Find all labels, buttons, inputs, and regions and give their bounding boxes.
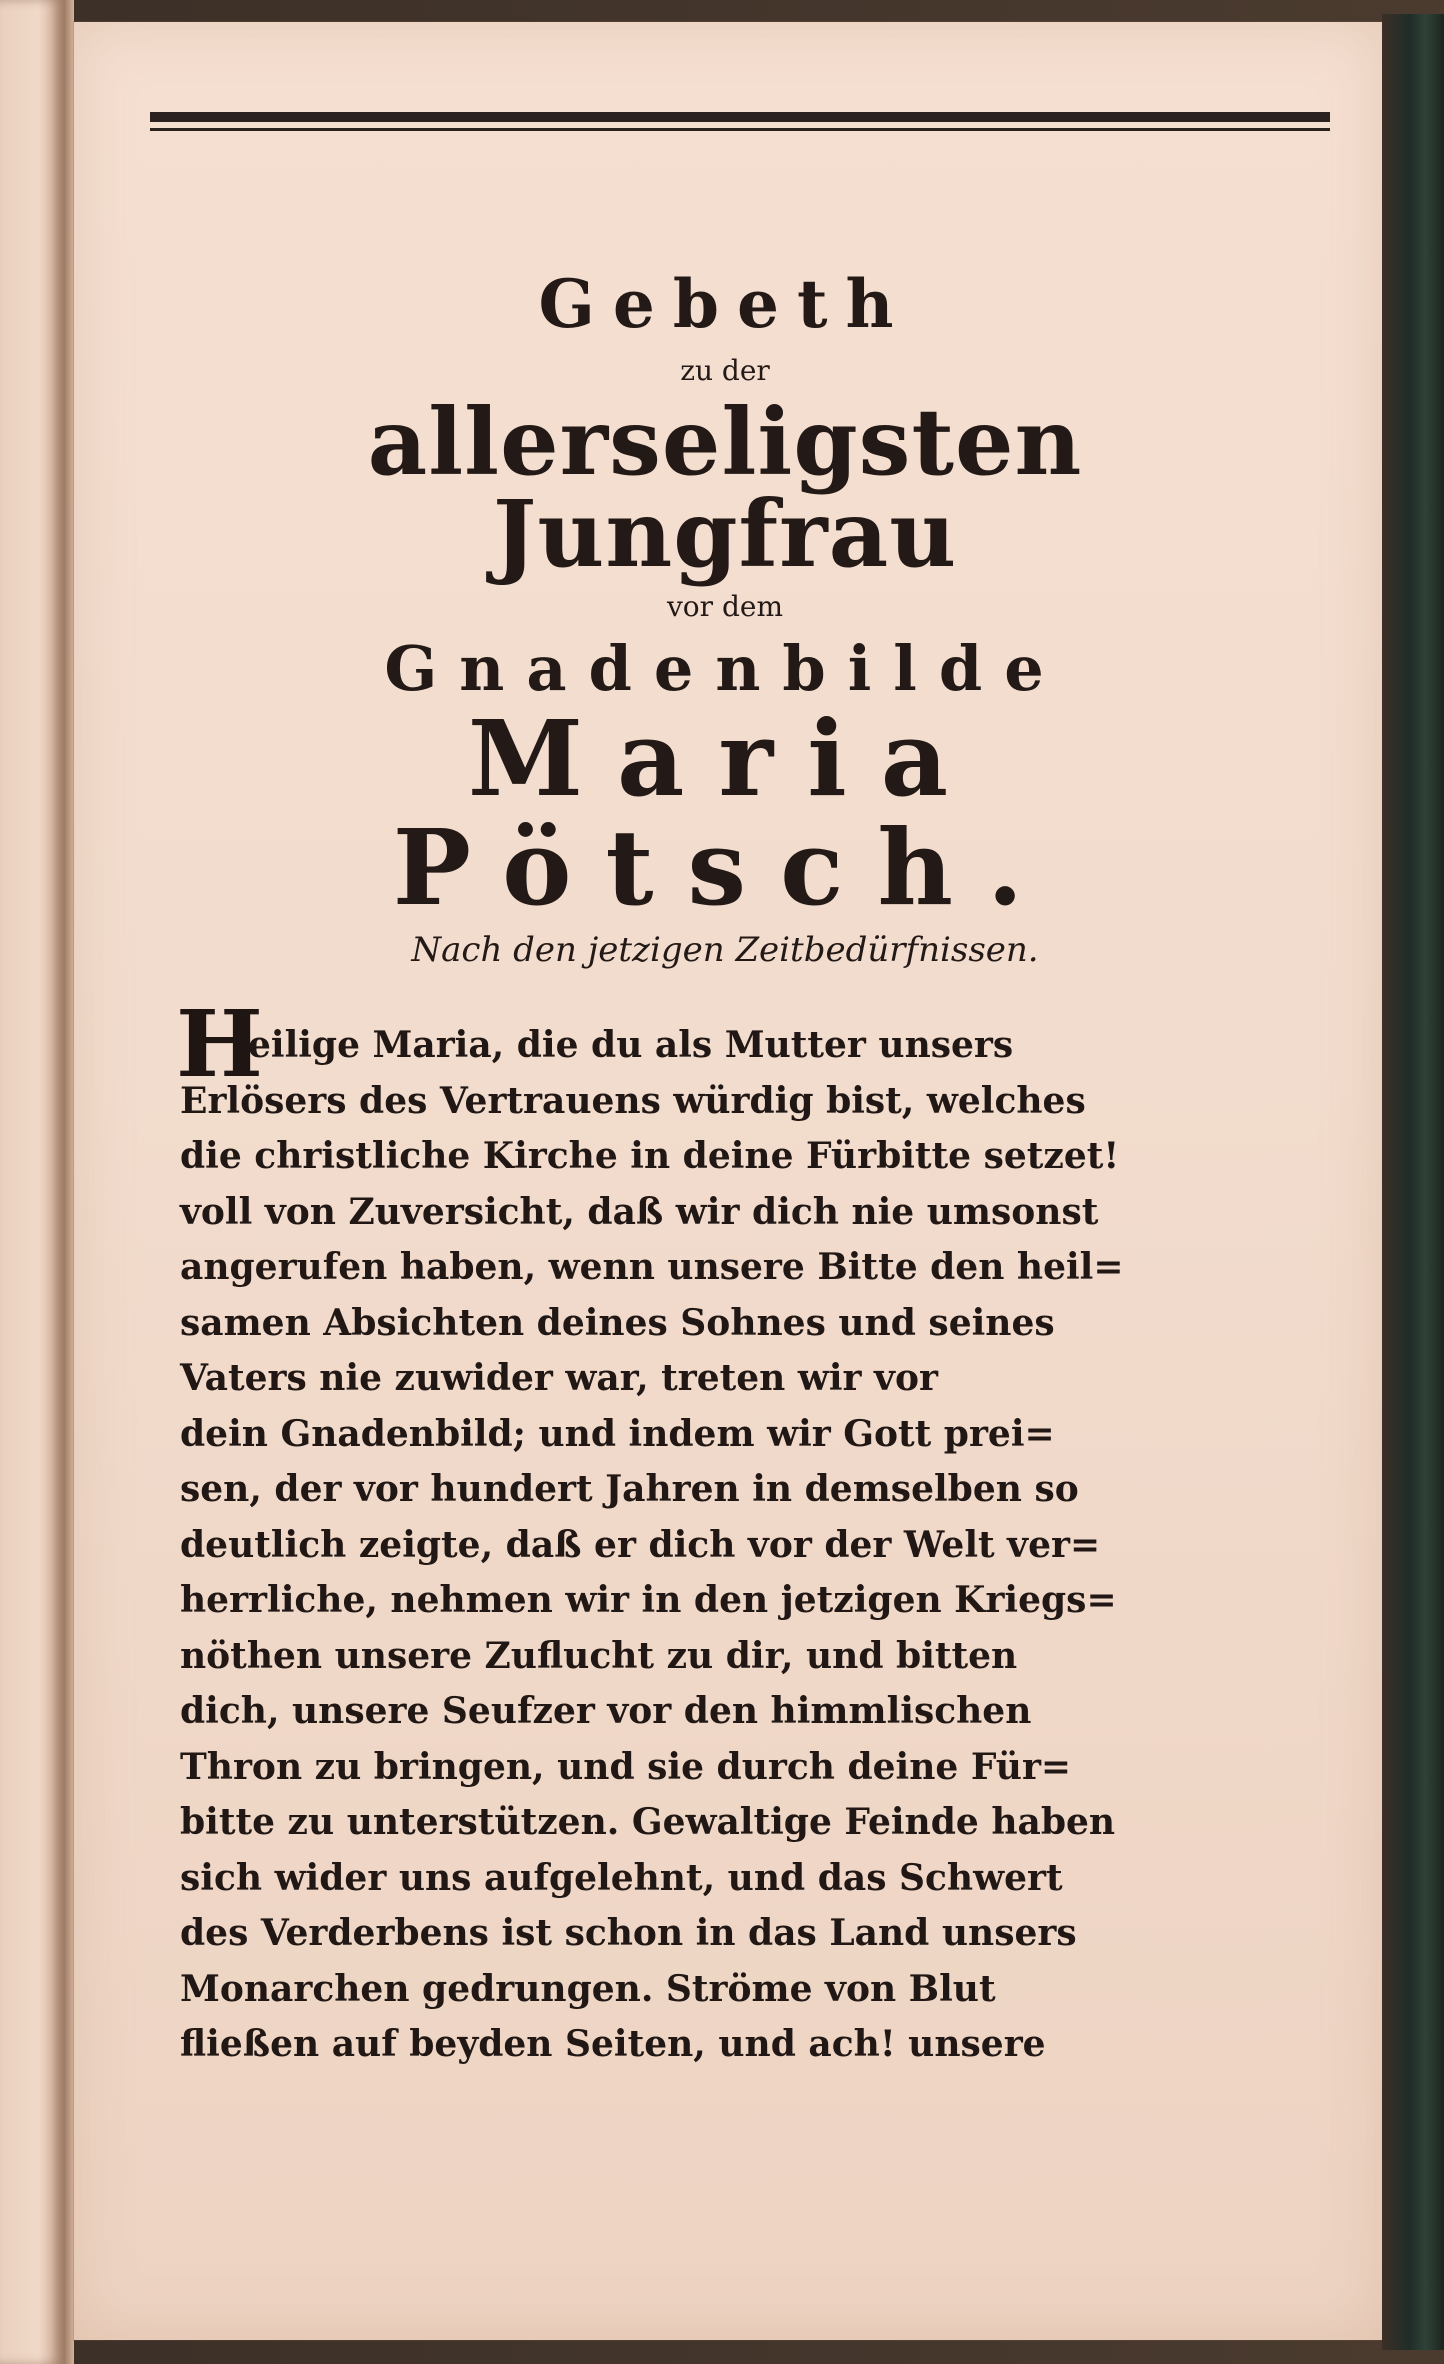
top-rule-thick <box>150 112 1330 122</box>
left-page-edge <box>0 0 64 2364</box>
body-line-7 <box>180 1351 1330 1407</box>
title-allerseligsten-jungfrau: allerseligsten Jungfrau <box>367 387 1083 588</box>
title-gnadenbilde: Gnadenbilde <box>384 632 1066 706</box>
body-line-text-14: Thron zu bringen, und sie durch deine Für= <box>180 1745 1072 1788</box>
body-line-13 <box>180 1684 1330 1740</box>
body-line-1 <box>176 990 1330 1098</box>
body-line-text-1: eilige Maria, die du als Mutter unsers <box>248 1024 1014 1066</box>
body-line-text-19: fließen auf beyden Seiten, und ach! unsere <box>180 2023 1046 2065</box>
body-line-text-6: samen Absichten deines Sohnes und seines <box>180 1301 1055 1344</box>
body-line-15 <box>180 1795 1330 1851</box>
body-line-text-4: voll von Zuversicht, daß wir dich nie umsonst <box>180 1190 1099 1233</box>
book-gutter <box>64 0 74 2364</box>
title-maria-potsch: Maria Pötsch. <box>392 696 1058 929</box>
body-line-text-15: bitte zu unterstützen. Gewaltige Feinde haben <box>180 1801 1116 1843</box>
body-line-5 <box>180 1240 1330 1296</box>
body-line-text-8: dein Gnadenbild; und indem wir Gott prei= <box>180 1412 1055 1455</box>
prayer-body <box>176 990 1330 2073</box>
body-line-4 <box>180 1185 1330 1241</box>
body-line-17 <box>180 1906 1330 1962</box>
body-line-text-18: Monarchen gedrungen. Ströme von Blut <box>180 1967 996 2010</box>
body-line-text-3: die christliche Kirche in deine Fürbitte setzet! <box>180 1135 1120 1177</box>
body-line-text-17: des Verderbens ist schon in das Land unsers <box>180 1912 1077 1954</box>
body-line-text-13: dich, unsere Seufzer vor den himmlischen <box>180 1690 1032 1732</box>
body-line-14 <box>180 1740 1330 1796</box>
body-line-text-10: deutlich zeigte, daß er dich vor der Welt ver= <box>180 1523 1101 1566</box>
body-line-9 <box>180 1462 1330 1518</box>
title-gebeth: Gebeth <box>538 265 912 343</box>
body-line-18 <box>180 1962 1330 2018</box>
book-cover-edge <box>1382 14 1444 2350</box>
title-zu-der: zu der <box>680 354 770 388</box>
body-line-text-7: Vaters nie zuwider war, treten wir vor <box>180 1357 938 1399</box>
body-line-12 <box>180 1629 1330 1685</box>
body-line-text-12: nöthen unsere Zuflucht zu dir, und bitten <box>180 1634 1018 1677</box>
title-block <box>200 265 1250 971</box>
body-line-3 <box>180 1129 1330 1185</box>
body-line-2 <box>180 1074 1330 1130</box>
body-line-8 <box>180 1407 1330 1463</box>
body-line-11 <box>180 1573 1330 1629</box>
body-line-text-11: herrliche, nehmen wir in den jetzigen Kriegs= <box>180 1579 1117 1621</box>
body-line-text-2: Erlösers des Vertrauens würdig bist, welches <box>180 1079 1086 1122</box>
body-line-16 <box>180 1851 1330 1907</box>
body-line-text-5: angerufen haben, wenn unsere Bitte den heil= <box>180 1246 1124 1288</box>
subtitle: Nach den jetzigen Zeitbedürfnissen. <box>411 929 1039 970</box>
top-rule-thin <box>150 128 1330 131</box>
body-line-19 <box>180 2017 1330 2073</box>
title-vor-dem: vor dem <box>666 589 783 623</box>
body-line-text-16: sich wider uns aufgelehnt, und das Schwert <box>180 1856 1063 1899</box>
body-line-text-9: sen, der vor hundert Jahren in demselben so <box>180 1468 1079 1510</box>
body-line-10 <box>180 1518 1330 1574</box>
drop-cap: H <box>176 990 263 1098</box>
body-line-6 <box>180 1296 1330 1352</box>
